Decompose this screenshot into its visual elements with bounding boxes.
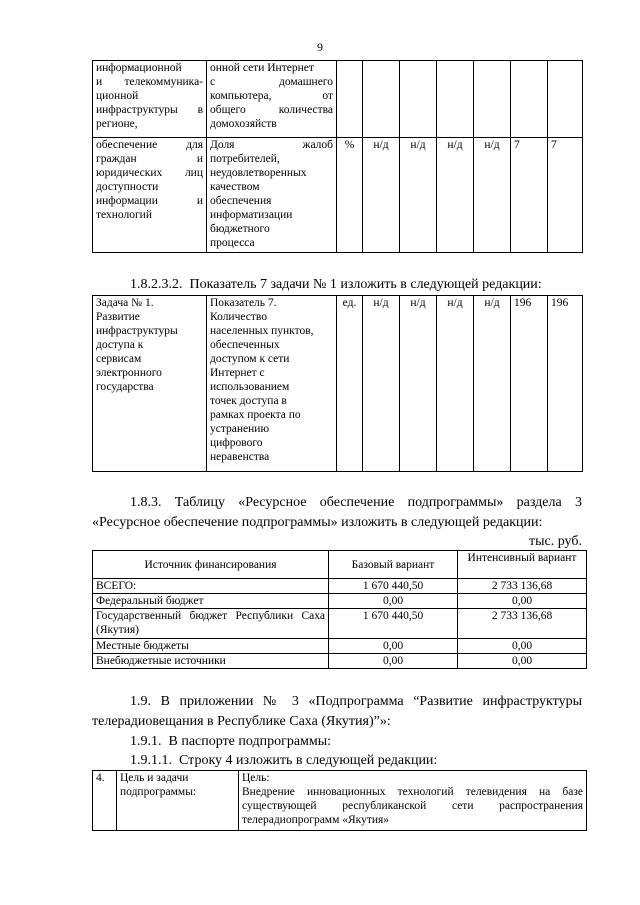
resource-table xyxy=(92,550,587,669)
paragraph-1-9-1-1: 1.9.1.1. Строку 4 изложить в следующей редакции: xyxy=(130,753,438,768)
indicators-table-continued xyxy=(92,60,583,253)
table2-task-cell: Задача № 1. Развитие инфраструктуры доступа к сервисам электронного государства xyxy=(93,296,207,472)
row-number: 4. xyxy=(93,771,117,831)
table2-value: н/д xyxy=(363,296,400,472)
header-intensive: Интенсивный вариант xyxy=(458,551,587,579)
goal-title: Цель: xyxy=(242,772,270,784)
table1-value: 7 xyxy=(548,138,583,253)
passport-row-4-table xyxy=(92,770,587,831)
table-row: Государственный бюджет Республики Саха (Якутия) 1 670 440,50 2 733 136,68 xyxy=(93,609,587,639)
table1-value: н/д xyxy=(400,138,437,253)
header-base: Базовый вариант xyxy=(329,551,458,579)
header-source: Источник финансирования xyxy=(93,551,329,579)
table1-indicator-cell-top: онной сети Интернет с домашнего компьютера, от общего количества домохозяйств xyxy=(207,61,337,138)
table2-value: 196 xyxy=(548,296,583,472)
table1-value: 7 xyxy=(511,138,548,253)
indicator-7-table xyxy=(92,295,583,472)
table-row: ВСЕГО: 1 670 440,50 2 733 136,68 xyxy=(93,579,587,594)
row-content xyxy=(239,771,587,831)
table1-value: н/д xyxy=(437,138,474,253)
table2-indicator-cell: Показатель 7. Количество населенных пунктов, обеспеченных доступом к сети Интернет с использованием точек доступа в рамках проекта по устранению цифрового неравенства xyxy=(207,296,337,472)
table1-unit: % xyxy=(337,138,363,253)
table2-value: 196 xyxy=(511,296,548,472)
table1-value: н/д xyxy=(474,138,511,253)
table-row: Внебюджетные источники 0,00 0,00 xyxy=(93,654,587,669)
table1-indicator-cell-bottom: Доля жалоб потребителей, неудовлетворенных качеством обеспечения информатизации бюджетного процесса xyxy=(207,138,337,253)
table2-unit: ед. xyxy=(337,296,363,472)
goal-text: Внедрение инновационных технологий телевидения на базе существующей республиканской сети распространения телерадиопрограмм «Якутия» xyxy=(242,786,583,826)
units-note: тыс. руб. xyxy=(529,534,582,549)
table2-value: н/д xyxy=(437,296,474,472)
paragraph-1-8-3-line2: «Ресурсное обеспечение подпрограммы» изложить в следующей редакции: xyxy=(92,515,543,530)
table1-value: н/д xyxy=(363,138,400,253)
table-row: Федеральный бюджет 0,00 0,00 xyxy=(93,594,587,609)
row-label: Цель и задачи подпрограммы: xyxy=(117,771,239,831)
table-row: Местные бюджеты 0,00 0,00 xyxy=(93,639,587,654)
table1-goal-cell-bottom: обеспечение для граждан и юридических лиц доступности информации и технологий xyxy=(93,138,207,253)
paragraph-1-9-1: 1.9.1. В паспорте подпрограммы: xyxy=(130,734,332,749)
table2-value: н/д xyxy=(474,296,511,472)
paragraph-1-9-line2: телерадиовещания в Республике Саха (Якутия)”»: xyxy=(92,714,391,729)
paragraph-1-8-2-3-2: 1.8.2.3.2. Показатель 7 задачи № 1 изложить в следующей редакции: xyxy=(130,277,542,292)
table1-goal-cell-top: информационной и телекоммуника- ционной инфраструктуры в регионе, xyxy=(93,61,207,138)
paragraph-1-8-3-line1: 1.8.3. Таблицу «Ресурсное обеспечение подпрограммы» раздела 3 xyxy=(130,495,582,510)
page-number: 9 xyxy=(317,40,323,54)
paragraph-1-9-line1: 1.9. В приложении № 3 «Подпрограмма “Развитие инфраструктуры xyxy=(130,694,582,709)
table2-value: н/д xyxy=(400,296,437,472)
